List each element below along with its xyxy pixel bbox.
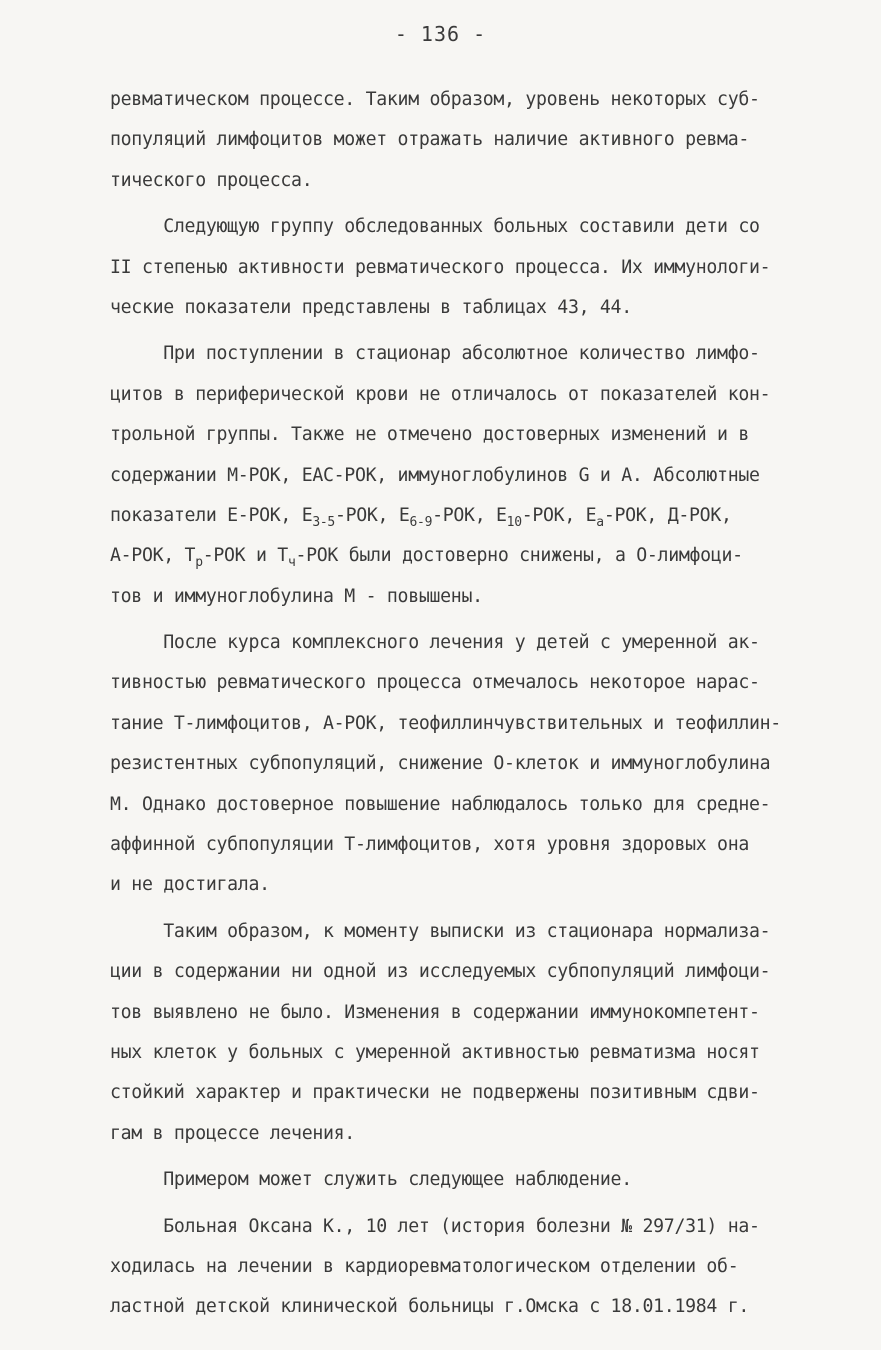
paragraph [110, 80, 820, 201]
text-line: цитов в периферической крови не отличалось от показателей кон- [110, 383, 771, 405]
formula-line: А-РОК, $Т_р$-РОК и $Т_ч$-РОК были достоверно снижены, а О-лимфоци- [110, 545, 743, 571]
text-line: Следующую группу обследованных больных составили дети со [110, 216, 760, 238]
text-line: популяций лимфоцитов может отражать наличие активного ревма- [110, 129, 749, 151]
text-line: ции в содержании ни одной из исследуемых субпопуляций лимфоци- [110, 961, 771, 983]
text-line: тивностью ревматического процесса отмечалось некоторое нарас- [110, 672, 760, 694]
paragraph [110, 1207, 820, 1328]
page-number: - 136 - [394, 22, 487, 46]
paragraph [110, 207, 820, 328]
text-line: ластной детской клинической больницы г.Омска с 18.01.1984 г. [110, 1296, 749, 1318]
text-line: тание Т-лимфоцитов, А-РОК, теофиллинчувствительных и теофиллин- [110, 712, 781, 734]
text-line: резистентных субпопуляций, снижение О-клеток и иммуноглобулина [110, 753, 771, 775]
text-line: Больная Оксана К., 10 лет (история болезни № 297/31) на- [110, 1215, 760, 1237]
paragraph [110, 334, 820, 617]
paragraph [110, 1160, 820, 1200]
text-line: ходилась на лечении в кардиоревматологическом отделении об- [110, 1255, 739, 1277]
paragraph [110, 623, 820, 906]
text-line: Примером может служить следующее наблюдение. [110, 1169, 632, 1191]
text-line: тов выявлено не было. Изменения в содержании иммунокомпетент- [110, 1001, 760, 1023]
text-line: При поступлении в стационар абсолютное количество лимфо- [110, 343, 760, 365]
text-line: ческие показатели представлены в таблицах 43, 44. [110, 296, 632, 318]
text-line: После курса комплексного лечения у детей с умеренной ак- [110, 632, 760, 654]
text-line: и не достигала. [110, 874, 270, 896]
text-line: II степенью активности ревматического процесса. Их иммунологи- [110, 256, 771, 278]
paragraph [110, 912, 820, 1154]
text-line: стойкий характер и практически не подвержены позитивным сдви- [110, 1082, 760, 1104]
text-line: тов и иммуноглобулина М - повышены. [110, 585, 483, 607]
text-line: Таким образом, к моменту выписки из стационара нормализа- [110, 920, 771, 942]
text-line: гам в процессе лечения. [110, 1122, 355, 1144]
text-line: ревматическом процессе. Таким образом, уровень некоторых суб- [110, 89, 760, 110]
text-line: аффинной субпопуляции Т-лимфоцитов, хотя уровня здоровых она [110, 834, 749, 856]
text-line: ных клеток у больных с умеренной активностью ревматизма носят [110, 1041, 760, 1063]
formula-line: показатели Е-РОК, $Е_{3-5}$-РОК, $Е_{6-9}$-РОК, $Е_{10}$-РОК, $Е_а$-РОК, Д-РОК, [110, 504, 732, 530]
text-line: тического процесса. [110, 169, 313, 191]
document-body [110, 80, 820, 1328]
text-line: трольной группы. Также не отмечено достоверных изменений и в [110, 424, 749, 446]
text-line: М. Однако достоверное повышение наблюдалось только для средне- [110, 793, 771, 815]
text-line: содержании М-РОК, ЕАС-РОК, иммуноглобулинов G и А. Абсолютные [110, 464, 760, 486]
